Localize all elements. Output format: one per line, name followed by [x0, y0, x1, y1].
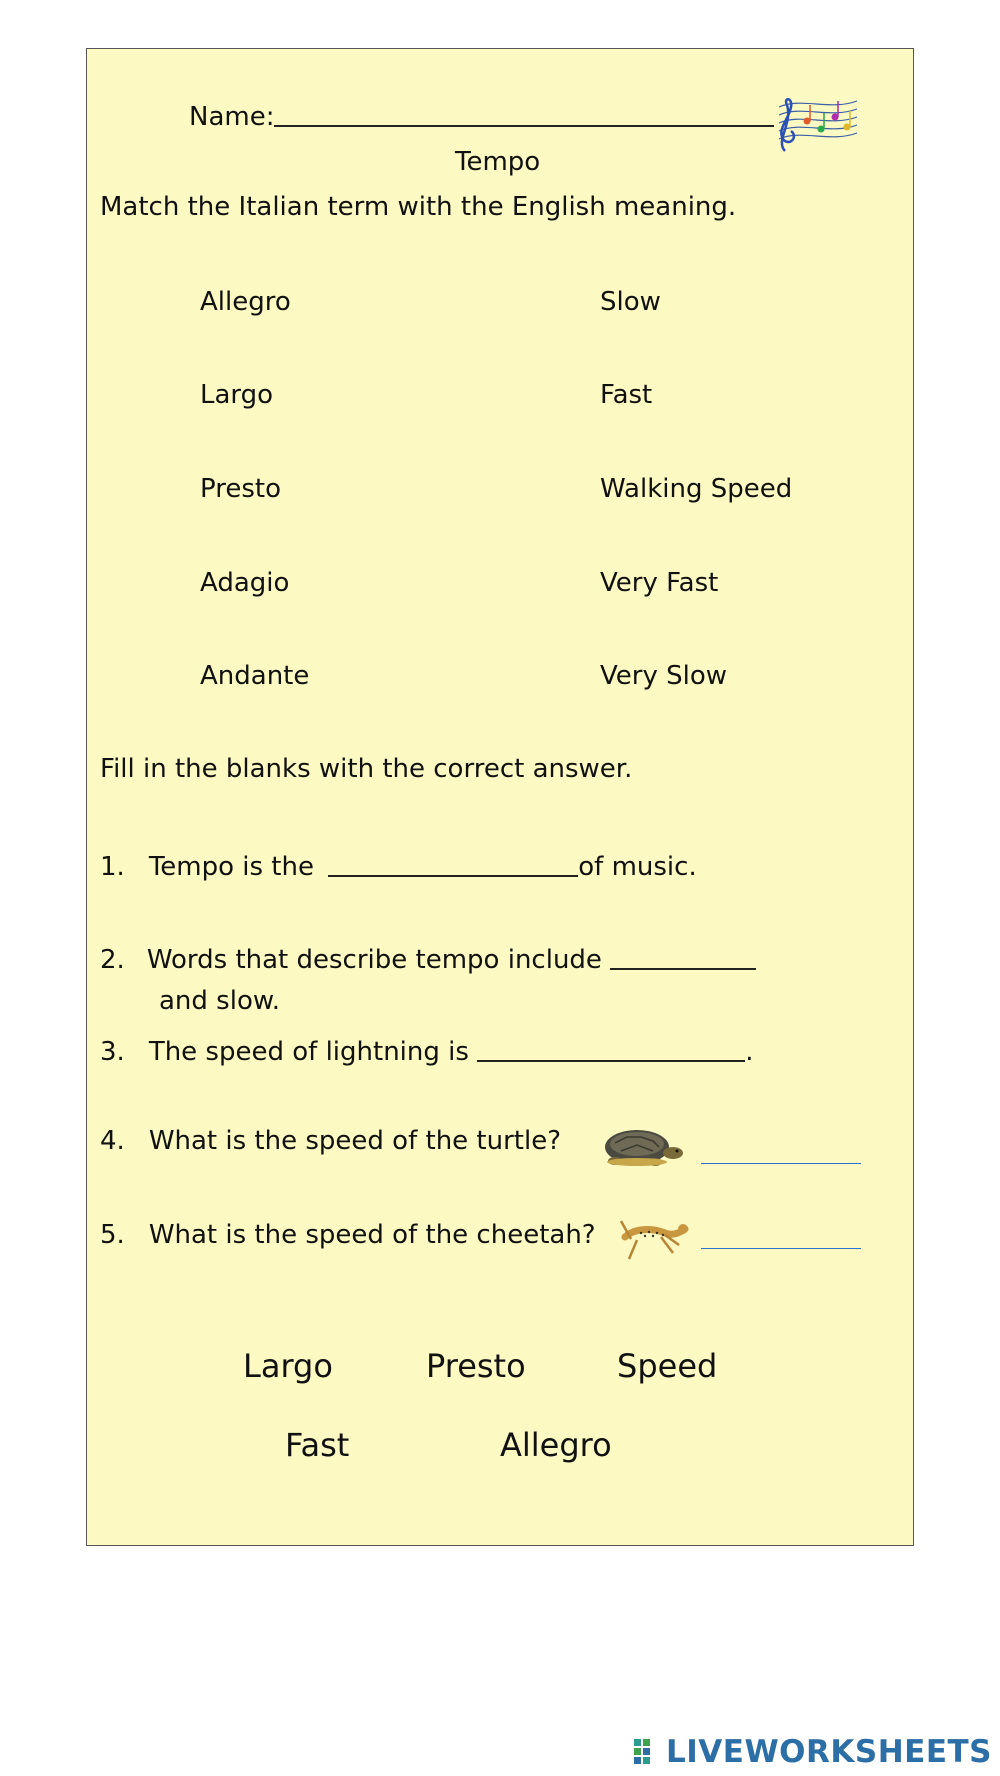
liveworksheets-brand [634, 1735, 992, 1769]
english-meaning[interactable]: Walking Speed [600, 474, 793, 504]
answer-blank-1[interactable] [328, 849, 578, 877]
italian-term[interactable]: Allegro [200, 287, 291, 317]
question-1 [100, 847, 697, 882]
word-bank-item: Allegro [500, 1426, 612, 1464]
question-text: Words that describe tempo include [146, 945, 611, 975]
question-text: . [745, 1037, 754, 1067]
answer-blank-2[interactable] [610, 942, 756, 970]
match-instruction: Match the Italian term with the English meaning. [100, 192, 737, 222]
question-text: The speed of lightning is [148, 1037, 478, 1067]
question-number: 1. [100, 852, 125, 882]
fill-instruction: Fill in the blanks with the correct answer. [100, 754, 633, 784]
word-bank-item: Presto [426, 1347, 526, 1385]
question-text: Tempo is the [148, 852, 323, 882]
cheetah-icon [617, 1215, 689, 1265]
question-number: 2. [100, 945, 125, 975]
word-bank-item: Largo [243, 1347, 333, 1385]
answer-blank-3[interactable] [477, 1034, 745, 1062]
english-meaning[interactable]: Fast [600, 380, 653, 410]
question-5 [100, 1220, 596, 1250]
question-3 [100, 1032, 753, 1067]
answer-line-5[interactable] [701, 1248, 861, 1249]
question-number: 4. [100, 1126, 125, 1156]
worksheet-panel [86, 48, 914, 1546]
question-number: 5. [100, 1220, 125, 1250]
italian-term[interactable]: Adagio [200, 568, 290, 598]
name-row [189, 97, 774, 132]
english-meaning[interactable]: Very Slow [600, 661, 728, 691]
italian-term[interactable]: Presto [200, 474, 281, 504]
question-number: 3. [100, 1037, 125, 1067]
question-text: What is the speed of the turtle? [148, 1126, 562, 1156]
music-notes-icon [771, 93, 861, 157]
italian-term[interactable]: Largo [200, 380, 274, 410]
question-text: of music. [578, 852, 697, 882]
answer-line-4[interactable] [701, 1163, 861, 1164]
word-bank-item: Fast [285, 1426, 350, 1464]
english-meaning[interactable]: Very Fast [600, 568, 719, 598]
question-2 [100, 940, 756, 975]
question-4 [100, 1126, 561, 1156]
word-bank-item: Speed [617, 1347, 718, 1385]
brand-text: LIVEWORKSHEETS [666, 1734, 992, 1770]
italian-term[interactable]: Andante [200, 661, 310, 691]
english-meaning[interactable]: Slow [600, 287, 661, 317]
liveworksheets-logo-icon [634, 1739, 660, 1765]
question-text: What is the speed of the cheetah? [148, 1220, 596, 1250]
name-label: Name: [189, 102, 275, 132]
turtle-icon [597, 1123, 685, 1169]
question-2-continued: and slow. [159, 986, 280, 1016]
page-title: Tempo [455, 147, 541, 177]
name-input-line[interactable] [274, 99, 774, 127]
